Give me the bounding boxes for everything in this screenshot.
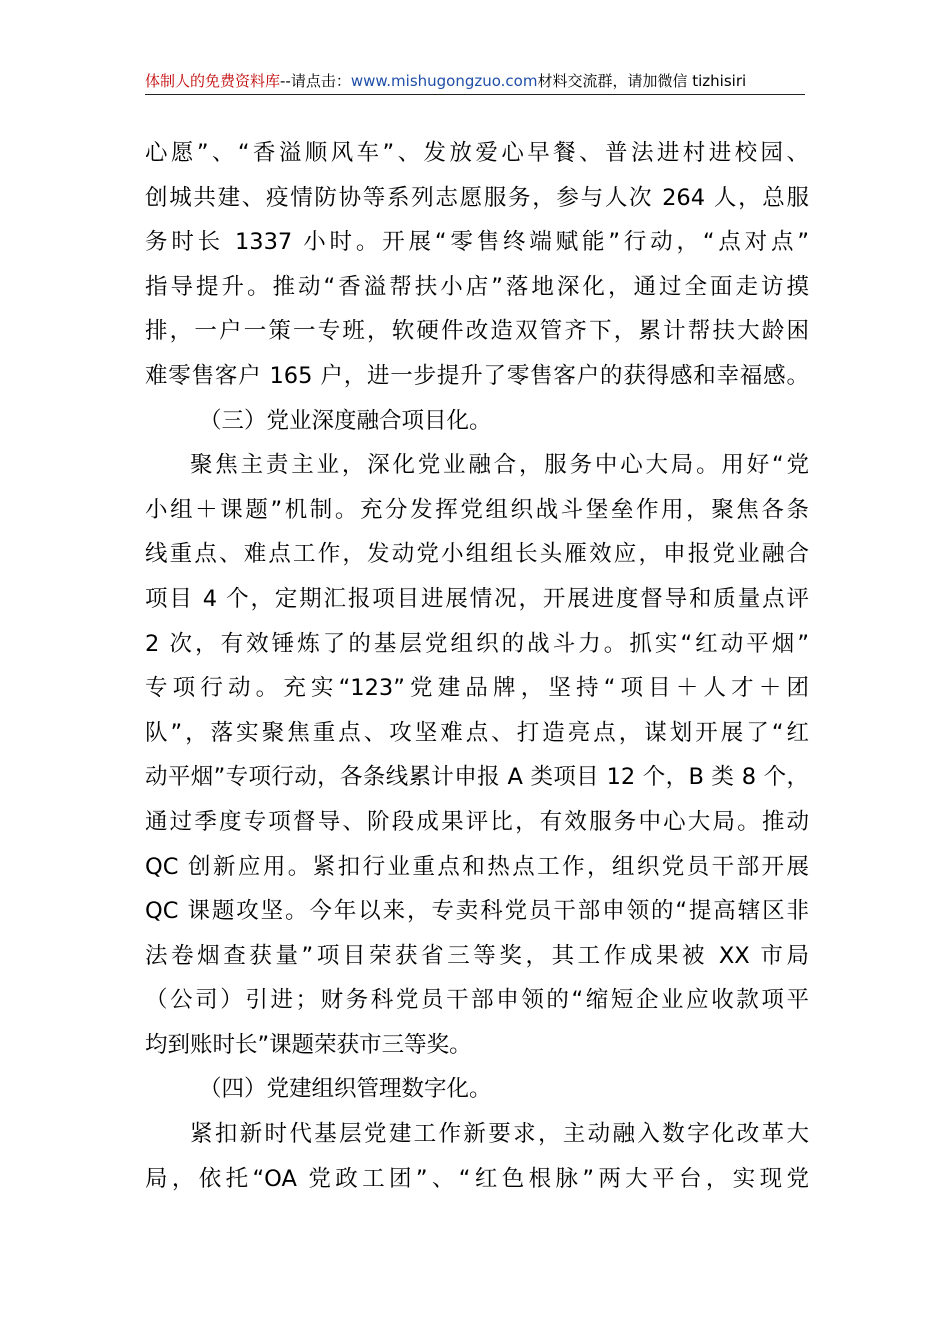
section-heading: （四）党建组织管理数字化。 bbox=[199, 1076, 492, 1103]
text-line: 法卷烟查获量”项目荣获省三等奖，其工作成果被 XX 市局 bbox=[145, 942, 809, 969]
text-line: 难零售客户 165 户，进一步提升了零售客户的获得感和幸福感。 bbox=[145, 362, 809, 389]
text-line: （公司）引进；财务科党员干部申领的“缩短企业应收款项平 bbox=[145, 987, 809, 1014]
text-line: 2 次，有效锤炼了的基层党组织的战斗力。抓实“红动平烟” bbox=[145, 630, 809, 657]
document-body bbox=[145, 131, 809, 1201]
header-link[interactable]: www.mishugongzuo.com bbox=[350, 72, 538, 90]
paragraph-first-line: 紧扣新时代基层党建工作新要求，主动融入数字化改革大 bbox=[190, 1121, 809, 1148]
header-brand: 体制人的免费资料库 bbox=[145, 72, 281, 90]
text-line: 专项行动。充实“123”党建品牌，坚持“项目＋人才＋团 bbox=[145, 675, 809, 702]
text-line: QC 课题攻坚。今年以来，专卖科党员干部申领的“提高辖区非 bbox=[145, 898, 809, 925]
text-line: 均到账时长”课题荣获市三等奖。 bbox=[145, 1031, 472, 1058]
text-line: 创城共建、疫情防协等系列志愿服务，参与人次 264 人，总服 bbox=[145, 184, 809, 211]
text-line: QC 创新应用。紧扣行业重点和热点工作，组织党员干部开展 bbox=[145, 853, 809, 880]
text-line: 心愿”、“香溢顺风车”、发放爱心早餐、普法进村进校园、 bbox=[145, 140, 809, 166]
text-line: 排，一户一策一专班，软硬件改造双管齐下，累计帮扶大龄困 bbox=[145, 318, 809, 345]
text-line: 项目 4 个，定期汇报项目进展情况，开展进度督导和质量点评 bbox=[145, 585, 809, 612]
header-prefix: --请点击： bbox=[280, 72, 351, 90]
header-suffix: 材料交流群，请加微信 tizhisiri bbox=[537, 72, 747, 90]
section-heading: （三）党业深度融合项目化。 bbox=[199, 407, 492, 434]
text-line: 动平烟”专项行动，各条线累计申报 A 类项目 12 个，B 类 8 个， bbox=[145, 764, 809, 791]
page-header bbox=[145, 68, 805, 95]
text-line: 小组＋课题”机制。充分发挥党组织战斗堡垒作用，聚焦各条 bbox=[145, 496, 809, 523]
text-line: 线重点、难点工作，发动党小组组长头雁效应，申报党业融合 bbox=[145, 541, 809, 568]
text-line: 局，依托“OA 党政工团”、“红色根脉”两大平台，实现党 bbox=[145, 1165, 809, 1192]
text-line: 队”，落实聚焦重点、攻坚难点、打造亮点，谋划开展了“红 bbox=[145, 719, 809, 746]
text-line: 指导提升。推动“香溢帮扶小店”落地深化，通过全面走访摸 bbox=[145, 273, 809, 300]
paragraph-first-line: 聚焦主责主业，深化党业融合，服务中心大局。用好“党 bbox=[190, 452, 809, 479]
text-line: 务时长 1337 小时。开展“零售终端赋能”行动，“点对点” bbox=[145, 229, 809, 256]
text-line: 通过季度专项督导、阶段成果评比，有效服务中心大局。推动 bbox=[145, 808, 809, 835]
